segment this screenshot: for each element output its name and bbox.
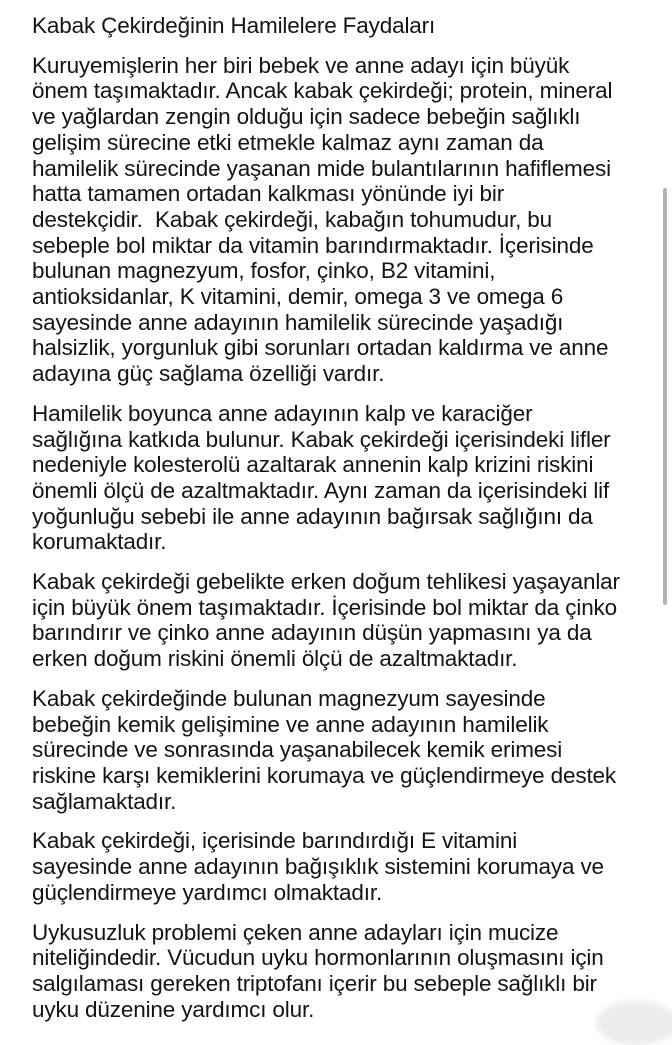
text-line: Kabak çekirdeği, içerisinde barındırdığı E vitamini xyxy=(32,828,518,854)
text-line: yoğunluğu sebebi ile anne adayının bağırsak sağlığını da xyxy=(32,503,593,529)
text-line: güçlendirmeye yardımcı olmaktadır. xyxy=(32,879,383,905)
scrollbar-thumb[interactable] xyxy=(663,188,667,605)
text-line: Hamilelik boyunca anne adayının kalp ve karaciğer xyxy=(32,400,533,426)
text-line: sağlığına katkıda bulunur. Kabak çekirdeği içerisindeki lifler xyxy=(32,426,611,452)
text-line: bulunan magnezyum, fosfor, çinko, B2 vitamini, xyxy=(32,258,496,284)
text-line: Kabak çekirdeği gebelikte erken doğum tehlikesi yaşayanlar xyxy=(32,569,620,595)
text-line: riskine karşı kemiklerini korumaya ve güçlendirmeye destek xyxy=(32,762,617,788)
text-line: için büyük önem taşımaktadır. İçerisinde bol miktar da çinko xyxy=(32,594,618,620)
corner-artifact xyxy=(596,1001,672,1045)
text-line: hamilelik sürecinde yaşanan mide bulantılarının hafiflemesi xyxy=(32,155,611,181)
text-line: Kabak çekirdeğinde bulunan magnezyum sayesinde xyxy=(32,685,546,711)
text-line: hatta tamamen ortadan kalkması yönünde iyi bir xyxy=(32,181,505,207)
text-line: Uykusuzluk problemi çeken anne adayları için mucize xyxy=(32,919,559,945)
text-line: adayına güç sağlama özelliği vardır. xyxy=(32,361,385,387)
text-line: niteliğindedir. Vücudun uyku hormonlarının oluşmasını için xyxy=(32,945,604,971)
text-line: korumaktadır. xyxy=(32,529,167,555)
paragraph xyxy=(32,828,654,905)
text-line: önem taşımaktadır. Ancak kabak çekirdeği; protein, mineral xyxy=(32,78,613,104)
text-line: uyku düzenine yardımcı olur. xyxy=(32,996,315,1022)
text-line: sağlamaktadır. xyxy=(32,788,177,814)
text-line: sebeple bol miktar da vitamin barındırmaktadır. İçerisinde xyxy=(32,232,594,258)
text-line: halsizlik, yorgunluk gibi sorunları ortadan kaldırma ve anne xyxy=(32,335,609,361)
text-line: sürecinde ve sonrasında yaşanabilecek kemik erimesi xyxy=(32,737,563,763)
paragraph xyxy=(32,920,654,1023)
text-line: gelişim sürecine etki etmekle kalmaz aynı zaman da xyxy=(32,129,544,155)
paragraph xyxy=(32,53,654,387)
paragraph xyxy=(32,401,654,555)
text-line: Kuruyemişlerin her biri bebek ve anne adayı için büyük xyxy=(32,52,570,78)
text-line: sayesinde anne adayının hamilelik sürecinde yaşadığı xyxy=(32,309,564,335)
document-body xyxy=(32,53,654,1023)
text-line: sayesinde anne adayının bağışıklık sistemini korumaya ve xyxy=(32,854,604,880)
text-line: salgılaması gereken triptofanı içerir bu sebeple sağlıklı bir xyxy=(32,970,597,996)
text-line: nedeniyle kolesterolü azaltarak annenin kalp krizini riskini xyxy=(32,452,594,478)
text-line: destekçidir. Kabak çekirdeği, kabağın tohumudur, bu xyxy=(32,206,553,232)
paragraph xyxy=(32,686,654,815)
paragraph xyxy=(32,569,654,672)
text-line: barındırır ve çinko anne adayının düşün yapmasını ya da xyxy=(32,620,592,646)
text-line: antioksidanlar, K vitamini, demir, omega 3 ve omega 6 xyxy=(32,284,564,310)
text-line: bebeğin kemik gelişimine ve anne adayının hamilelik xyxy=(32,711,549,737)
text-line: erken doğum riskini önemli ölçü de azaltmaktadır. xyxy=(32,646,518,672)
document-title: Kabak Çekirdeğinin Hamilelere Faydaları xyxy=(32,13,436,38)
text-line: ve yağlardan zengin olduğu için sadece bebeğin sağlıklı xyxy=(32,104,581,130)
text-line: önemli ölçü de azaltmaktadır. Aynı zaman da içerisindeki lif xyxy=(32,477,610,503)
